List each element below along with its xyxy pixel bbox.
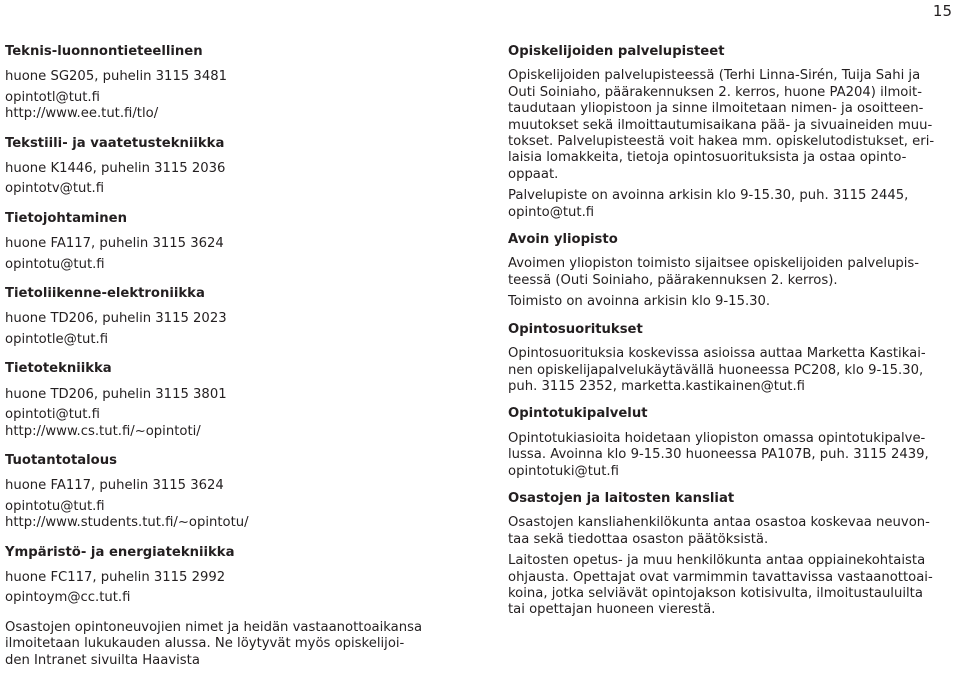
contact-line: http://www.students.tut.fi/~opintotu/ xyxy=(5,515,249,531)
contact-line: http://www.cs.tut.fi/~opintoti/ xyxy=(5,423,201,439)
section-heading: Tekstiili- ja vaatetustekniikka xyxy=(5,135,225,151)
paragraph-line: taa sekä tiedottaa osaston päätöksistä. xyxy=(508,531,769,547)
paragraph xyxy=(508,431,953,480)
paragraph-line: Opiskelijoiden palvelupisteessä (Terhi Linna-Sirén, Tuija Sahi ja xyxy=(508,68,921,84)
section-heading: Teknis-luonnontieteellinen xyxy=(5,44,203,59)
contact-section xyxy=(5,361,455,440)
paragraph-line: taudutaan yliopistoon ja sinne ilmoitetaan nimen- ja osoitteen- xyxy=(508,101,924,117)
paragraph-line: Laitosten opetus- ja muu henkilökunta antaa oppiainekohtaista xyxy=(508,553,926,569)
info-section xyxy=(508,406,953,480)
contact-line: huone FC117, puhelin 3115 2992 xyxy=(5,569,226,585)
paragraph-line: laisia lomakkeita, tietoja opintosuorituksista ja ostaa opinto- xyxy=(508,150,907,166)
paragraph-line: lussa. Avoinna klo 9-15.30 huoneessa PA107B, puh. 3115 2439, xyxy=(508,447,929,463)
contact-line: opintotu@tut.fi xyxy=(5,498,105,514)
section-heading: Tietotekniikka xyxy=(5,361,112,377)
contact-line: huone FA117, puhelin 3115 3624 xyxy=(5,236,224,252)
paragraph xyxy=(508,256,953,289)
paragraph-line: oppaat. xyxy=(508,166,559,182)
paragraph-line: Osastojen kansliahenkilökunta antaa osastoa koskevaa neuvon- xyxy=(508,515,930,531)
contact-line: huone TD206, puhelin 3115 2023 xyxy=(5,311,227,327)
section-heading: Opintotukipalvelut xyxy=(508,406,648,422)
paragraph-line: puh. 3115 2352, marketta.kastikainen@tut.fi xyxy=(508,378,805,394)
paragraph-line: tokset. Palvelupisteestä voit hakea mm. opiskelutodistukset, eri- xyxy=(508,134,935,150)
contact-line: huone TD206, puhelin 3115 3801 xyxy=(5,386,227,402)
left-column xyxy=(5,44,455,669)
contact-line: opintotl@tut.fi xyxy=(5,89,100,105)
contact-line: huone SG205, puhelin 3115 3481 xyxy=(5,69,227,85)
contact-line: opintotle@tut.fi xyxy=(5,331,109,347)
paragraph-line: Palvelupiste on avoinna arkisin klo 9-15.30, puh. 3115 2445, xyxy=(508,188,909,204)
paragraph-line: nen opiskelijapalvelukäytävällä huoneessa PC208, klo 9-15.30, xyxy=(508,362,924,378)
section-heading: Ympäristö- ja energiatekniikka xyxy=(5,544,235,560)
paragraph xyxy=(508,294,953,310)
paragraph xyxy=(508,188,953,221)
paragraph-line: koina, jotka selviävät opintojakson kotisivulta, ilmoitustauluilta xyxy=(508,585,923,601)
contact-section xyxy=(5,136,455,198)
section-heading: Osastojen ja laitosten kansliat xyxy=(508,490,735,506)
contact-section xyxy=(5,44,455,123)
section-heading: Opintosuoritukset xyxy=(508,321,643,337)
page-number: 15 xyxy=(932,2,952,20)
contact-line: opintoti@tut.fi xyxy=(5,407,100,423)
info-section xyxy=(508,44,953,221)
info-section xyxy=(508,322,953,396)
contact-line: opintotv@tut.fi xyxy=(5,181,105,197)
paragraph-line: muutokset sekä ilmoittautumisaikana pää- ja sivuaineiden muu- xyxy=(508,117,933,133)
contact-line: http://www.ee.tut.fi/tlo/ xyxy=(5,106,159,122)
paragraph xyxy=(508,68,953,183)
paragraph xyxy=(508,515,953,548)
contact-section xyxy=(5,453,455,532)
section-heading: Avoin yliopisto xyxy=(508,232,618,248)
section-heading: Tietojohtaminen xyxy=(5,210,127,226)
contact-line: huone K1446, puhelin 3115 2036 xyxy=(5,161,226,177)
paragraph-line: opinto@tut.fi xyxy=(508,204,595,220)
contact-line: huone FA117, puhelin 3115 3624 xyxy=(5,478,224,494)
info-section xyxy=(508,491,953,619)
section-heading: Tietoliikenne-elektroniikka xyxy=(5,286,205,302)
paragraph xyxy=(508,346,953,395)
paragraph-line: ohjausta. Opettajat ovat varmimmin tavattavissa vastaanottoai- xyxy=(508,569,933,585)
paragraph-line: Toimisto on avoinna arkisin klo 9-15.30. xyxy=(508,294,771,310)
paragraph-line: den Intranet sivuilta Haavista xyxy=(5,652,200,668)
section-heading: Tuotantotalous xyxy=(5,452,117,468)
paragraph-line: Outi Soiniaho, päärakennuksen 2. kerros, huone PA204) ilmoit- xyxy=(508,84,922,100)
contact-section xyxy=(5,545,455,607)
closing-paragraph xyxy=(5,620,455,669)
paragraph-line: ilmoitetaan lukukauden alussa. Ne löytyvät myös opiskelijoi- xyxy=(5,636,405,652)
right-column xyxy=(508,44,953,630)
paragraph-line: tai opettajan huoneen vierestä. xyxy=(508,602,716,618)
section-heading: Opiskelijoiden palvelupisteet xyxy=(508,44,725,59)
paragraph-line: opintotuki@tut.fi xyxy=(508,463,619,479)
paragraph-line: Osastojen opintoneuvojien nimet ja heidän vastaanottoaikansa xyxy=(5,619,423,635)
paragraph-line: Opintotukiasioita hoidetaan yliopiston omassa opintotukipalve- xyxy=(508,430,926,446)
paragraph-line: teessä (Outi Soiniaho, päärakennuksen 2. kerros). xyxy=(508,272,838,288)
paragraph xyxy=(508,553,953,619)
paragraph-line: Avoimen yliopiston toimisto sijaitsee opiskelijoiden palvelupis- xyxy=(508,256,920,272)
paragraph-line: Opintosuorituksia koskevissa asioissa auttaa Marketta Kastikai- xyxy=(508,346,926,362)
contact-line: opintoym@cc.tut.fi xyxy=(5,590,131,606)
contact-line: opintotu@tut.fi xyxy=(5,256,105,272)
info-section xyxy=(508,232,953,311)
contact-section xyxy=(5,286,455,348)
contact-section xyxy=(5,211,455,273)
